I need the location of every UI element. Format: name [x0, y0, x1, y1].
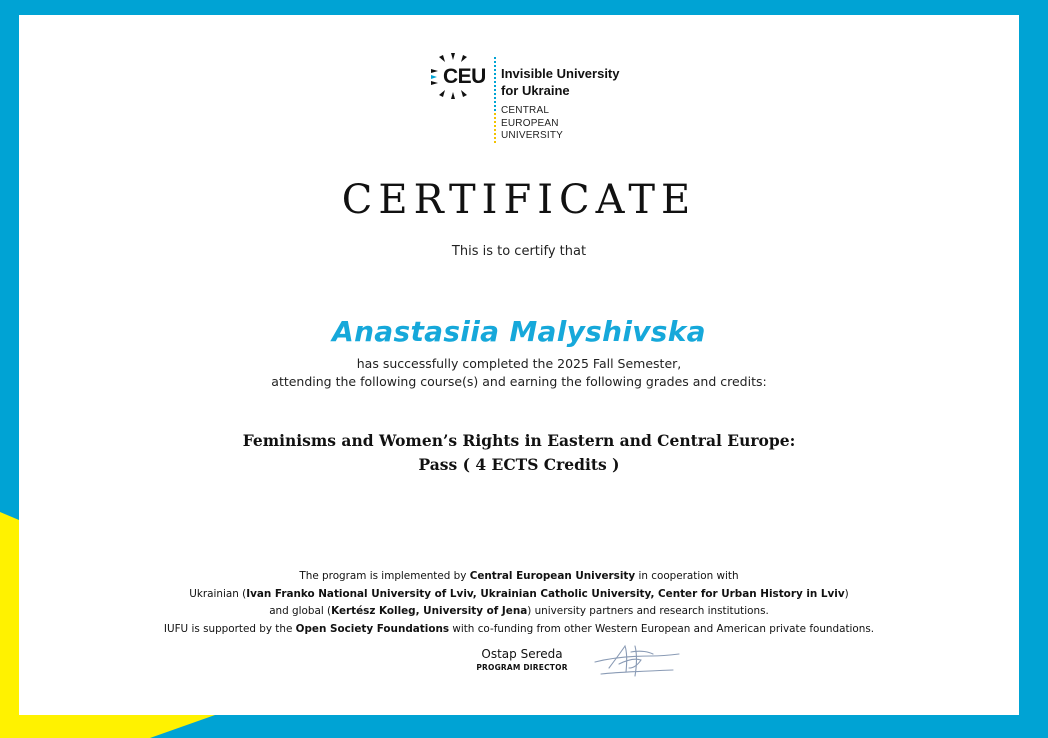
ceu-logo [425, 51, 665, 146]
logo-divider-accent [494, 113, 496, 143]
logo-sub-line2: EUROPEAN [501, 117, 559, 129]
footer-text: with co-funding from other Western European and American private foundations. [449, 622, 875, 635]
logo-ceu-text: CEU [443, 65, 486, 88]
completion-statement [19, 355, 1019, 391]
completion-line1: has successfully completed the 2025 Fall Semester, [356, 356, 682, 371]
course-result: Pass ( 4 ECTS Credits ) [418, 455, 620, 474]
logo-title-line2: for Ukraine [501, 83, 570, 98]
signer-block [467, 647, 577, 672]
footer-bold-text: Ivan Franko National University of Lviv, Ukrainian Catholic University, Center for Urban History in Lviv [246, 587, 845, 600]
course-title: Feminisms and Women’s Rights in Eastern and Central Europe: [242, 431, 796, 450]
logo-title [501, 65, 620, 99]
program-info-line3 [19, 603, 1019, 621]
logo-sub-line3: UNIVERSITY [501, 130, 564, 141]
certificate-page [19, 15, 1019, 715]
logo-sub-line1: CENTRAL [501, 105, 550, 116]
program-info-line2 [19, 586, 1019, 604]
program-info-line4 [19, 621, 1019, 639]
signature-image [591, 638, 681, 680]
footer-text: in cooperation with [635, 570, 739, 582]
completion-line2: attending the following course(s) and earning the following grades and credits: [271, 374, 767, 389]
program-info [19, 568, 1019, 638]
footer-bold-text: Kertész Kolleg, University of Jena [331, 605, 528, 617]
course-block [19, 429, 1019, 477]
footer-text: ) [844, 587, 849, 600]
signer-name: Ostap Sereda [481, 647, 563, 661]
footer-bold-text: Open Society Foundations [295, 622, 450, 635]
certificate-title: CERTIFICATE [341, 177, 697, 223]
logo-subtitle [501, 105, 563, 143]
footer-text: Ukrainian ( [189, 587, 247, 600]
footer-text: IUFU is supported by the [163, 622, 296, 635]
program-info-line1 [19, 568, 1019, 586]
certify-text: This is to certify that [451, 244, 587, 259]
footer-text: and global ( [269, 605, 332, 617]
signer-role: PROGRAM DIRECTOR [476, 663, 568, 672]
recipient-name: Anastasiia Malyshivska [332, 315, 706, 348]
footer-bold-text: Central European University [469, 570, 636, 582]
footer-text: ) university partners and research institutions. [527, 605, 769, 617]
footer-text: The program is implemented by [299, 570, 470, 582]
logo-title-line1: Invisible University [501, 66, 620, 81]
